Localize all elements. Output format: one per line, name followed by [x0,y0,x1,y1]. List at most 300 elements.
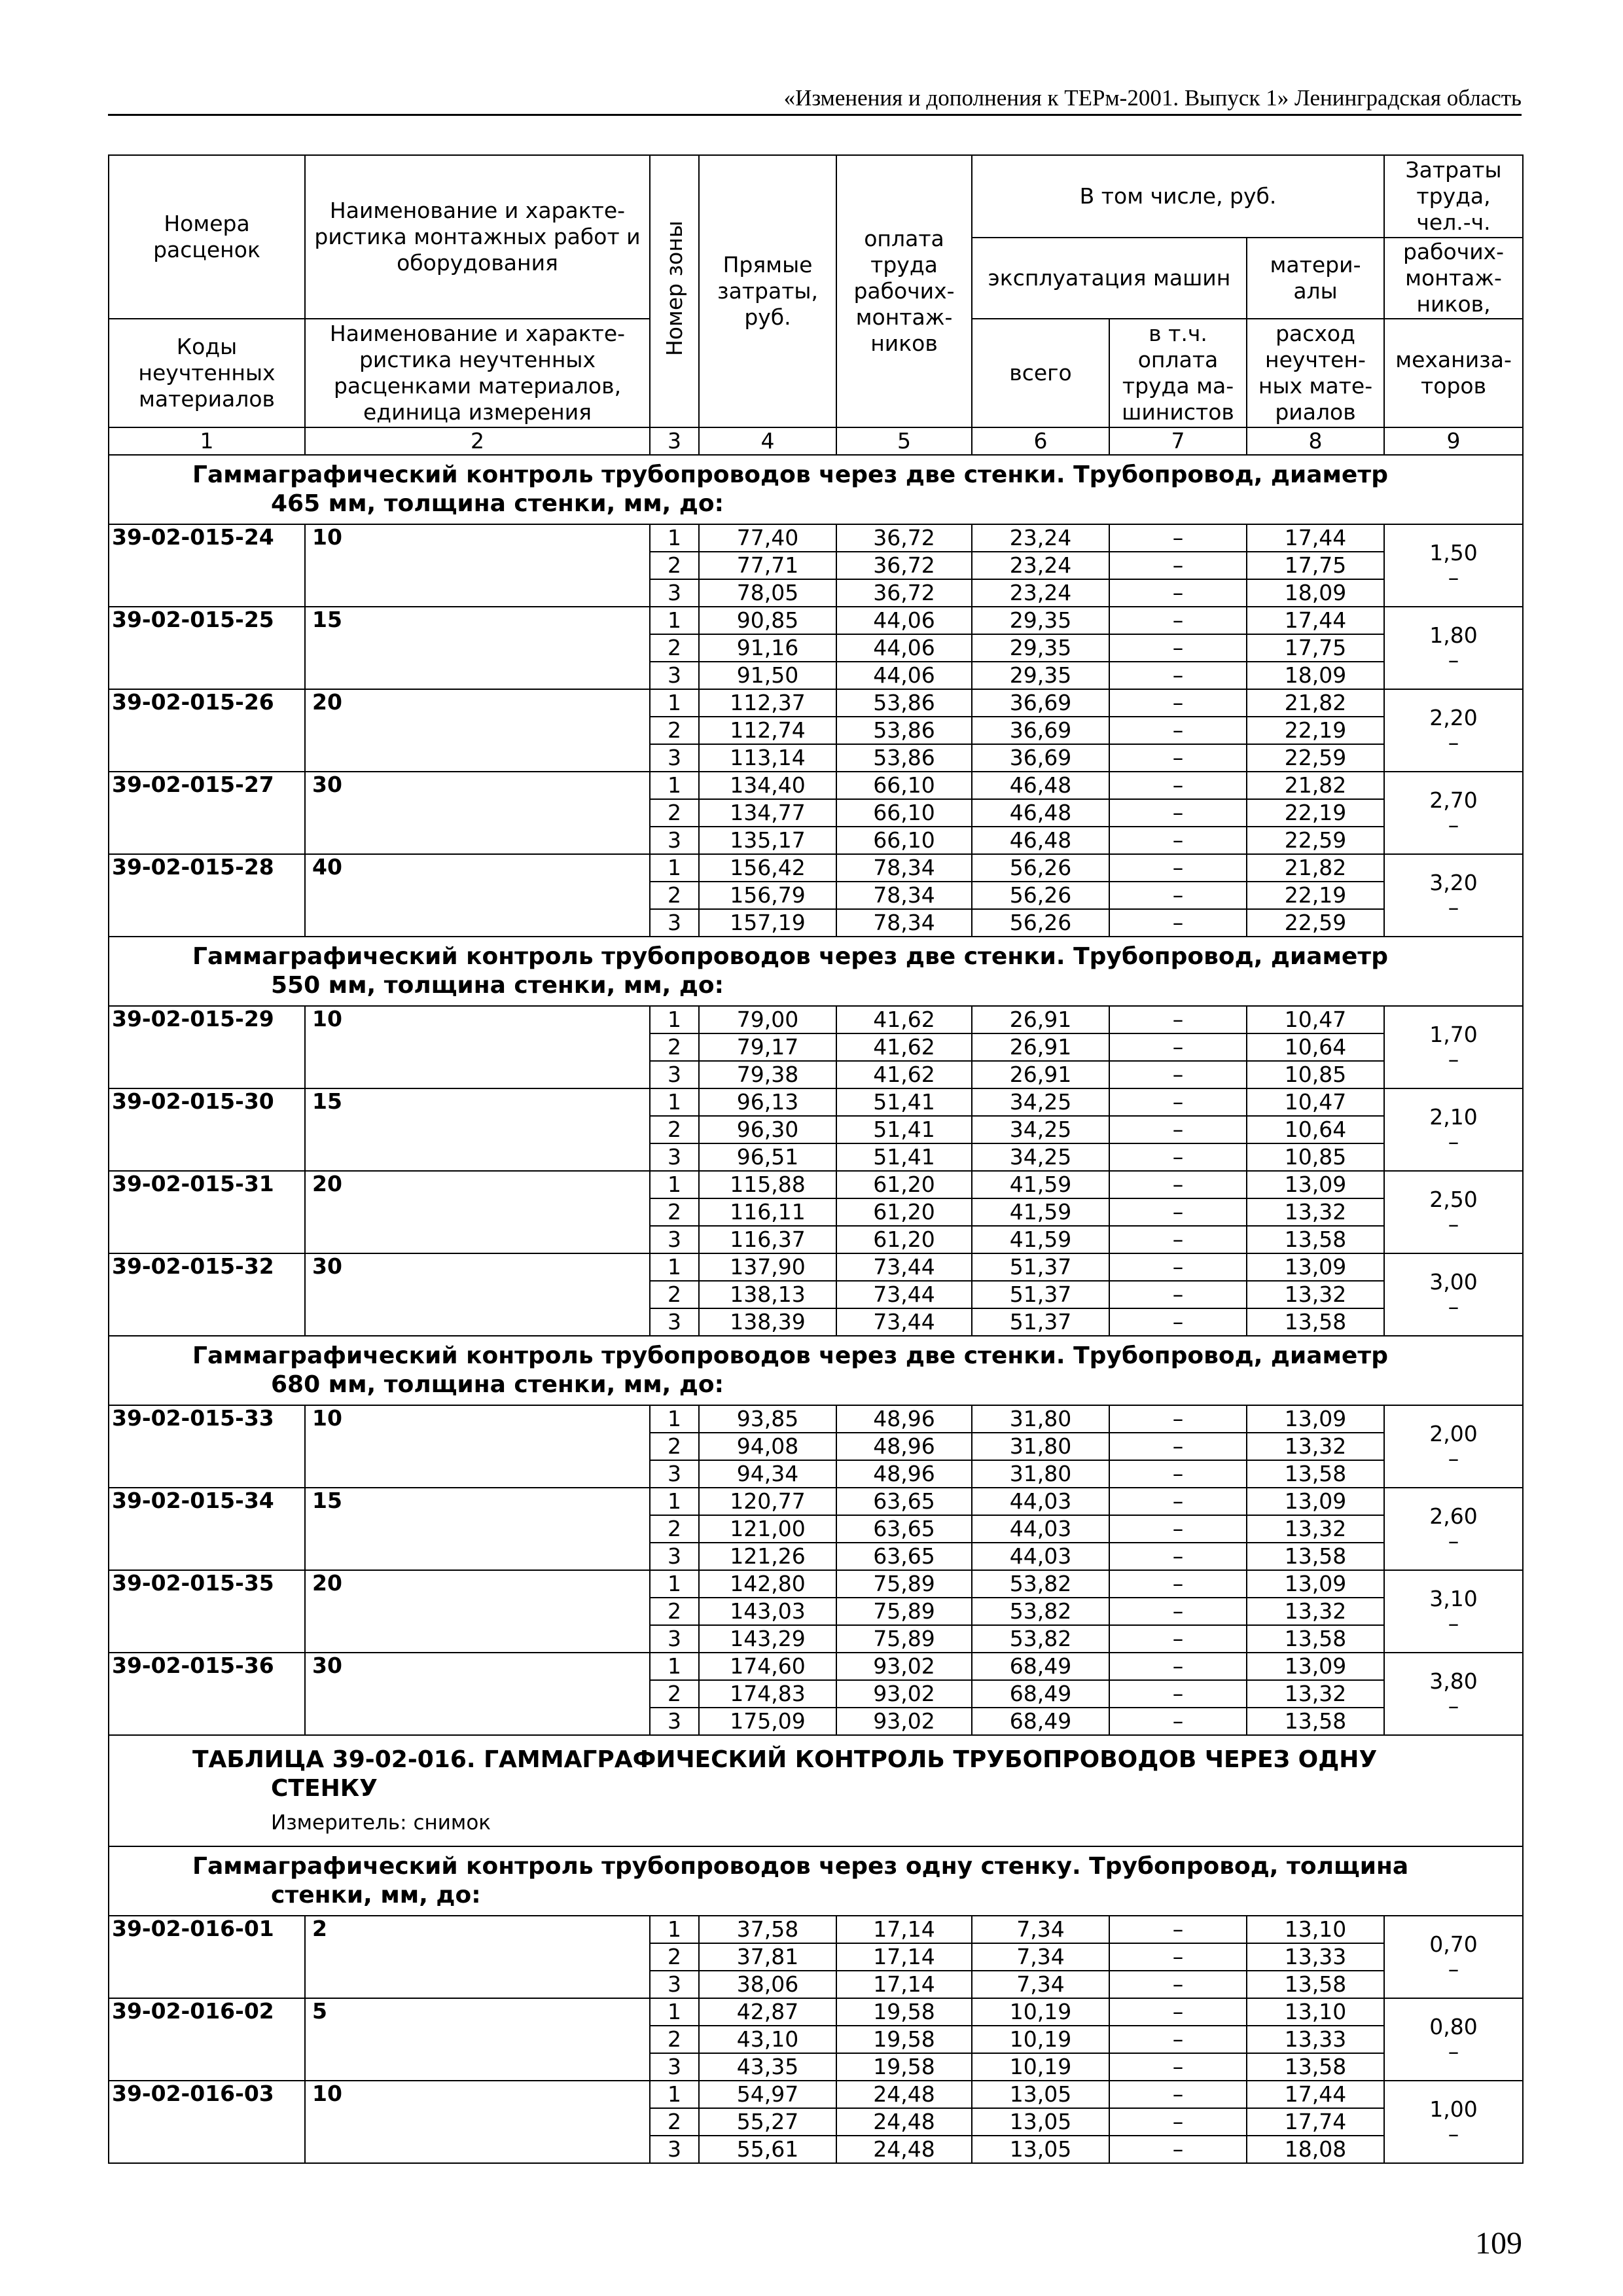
header-wages: оплата труда рабочих-монтаж-ников [836,155,972,427]
worker-wages: 78,34 [836,854,972,882]
worker-wages: 66,10 [836,827,972,854]
direct-costs: 94,08 [699,1433,836,1460]
rate-row [109,1570,1523,1598]
machinist-wages: – [1109,1088,1247,1116]
header-machines: эксплуатация машин [972,238,1247,319]
zone-number: 3 [650,1543,699,1570]
worker-wages: 48,96 [836,1405,972,1433]
direct-costs: 135,17 [699,827,836,854]
column-number: 1 [109,427,305,455]
direct-costs: 113,14 [699,744,836,772]
labor-costs [1384,1171,1523,1253]
rate-code: 39-02-015-33 [109,1405,305,1488]
worker-wages: 17,14 [836,1916,972,1943]
rate-code: 39-02-015-29 [109,1006,305,1088]
zone-number: 1 [650,1916,699,1943]
machinist-wages: – [1109,827,1247,854]
labor-machinists: – [1448,1528,1459,1554]
worker-wages: 19,58 [836,1998,972,2026]
rate-row [109,1171,1523,1198]
direct-costs: 37,58 [699,1916,836,1943]
worker-wages: 41,62 [836,1006,972,1033]
machine-operation-total: 51,37 [972,1281,1109,1308]
machine-operation-total: 34,25 [972,1143,1109,1171]
machinist-wages: – [1109,1916,1247,1943]
zone-number: 1 [650,689,699,717]
worker-wages: 51,41 [836,1088,972,1116]
direct-costs: 90,85 [699,607,836,634]
worker-wages: 61,20 [836,1226,972,1253]
rate-code: 39-02-016-03 [109,2081,305,2163]
rate-code: 39-02-016-01 [109,1916,305,1998]
zone-number: 1 [650,2081,699,2108]
wall-thickness: 20 [305,1171,650,1253]
machinist-wages: – [1109,2081,1247,2108]
worker-wages: 75,89 [836,1570,972,1598]
zone-number: 1 [650,1405,699,1433]
column-number: 9 [1384,427,1523,455]
machine-operation-total: 53,82 [972,1570,1109,1598]
header-including: В том числе, руб. [972,155,1384,238]
machine-operation-total: 10,19 [972,1998,1109,2026]
machinist-wages: – [1109,1281,1247,1308]
unaccounted-materials: 10,47 [1247,1006,1384,1033]
rate-code: 39-02-015-30 [109,1088,305,1171]
zone-number: 3 [650,1625,699,1653]
wall-thickness: 20 [305,689,650,772]
header-col2-bottom: Наименование и характе-ристика неучтенных расценками материалов, единица измерения [305,319,650,427]
rate-row [109,689,1523,717]
rate-code: 39-02-015-36 [109,1653,305,1735]
wall-thickness: 30 [305,772,650,854]
direct-costs: 55,27 [699,2108,836,2136]
unaccounted-materials: 18,09 [1247,579,1384,607]
rate-code: 39-02-015-24 [109,524,305,607]
worker-wages: 75,89 [836,1625,972,1653]
column-number: 4 [699,427,836,455]
direct-costs: 116,11 [699,1198,836,1226]
worker-wages: 63,65 [836,1543,972,1570]
zone-number: 2 [650,2108,699,2136]
machinist-wages: – [1109,1515,1247,1543]
machine-operation-total: 36,69 [972,689,1109,717]
machinist-wages: – [1109,1433,1247,1460]
labor-workers: 2,20 [1429,705,1478,730]
direct-costs: 134,40 [699,772,836,799]
direct-costs: 37,81 [699,1943,836,1971]
worker-wages: 44,06 [836,634,972,662]
machinist-wages: – [1109,689,1247,717]
unaccounted-materials: 13,58 [1247,1971,1384,1998]
machinist-wages: – [1109,1680,1247,1708]
machine-operation-total: 34,25 [972,1116,1109,1143]
zone-number: 2 [650,2026,699,2053]
direct-costs: 91,16 [699,634,836,662]
direct-costs: 115,88 [699,1171,836,1198]
rate-code: 39-02-015-28 [109,854,305,937]
machinist-wages: – [1109,2136,1247,2163]
worker-wages: 75,89 [836,1598,972,1625]
header-unaccounted-materials: расход неучтен-ных мате-риалов [1247,319,1384,427]
direct-costs: 121,26 [699,1543,836,1570]
unaccounted-materials: 13,09 [1247,1570,1384,1598]
direct-costs: 94,34 [699,1460,836,1488]
zone-number: 2 [650,1943,699,1971]
machine-operation-total: 29,35 [972,634,1109,662]
section-title-line: Гаммаграфический контроль трубопроводов через две стенки. Трубопровод, диаметр [192,461,1388,488]
unaccounted-materials: 13,58 [1247,1625,1384,1653]
zone-number: 2 [650,1598,699,1625]
rate-row [109,1653,1523,1680]
worker-wages: 19,58 [836,2026,972,2053]
zone-number: 3 [650,2136,699,2163]
unaccounted-materials: 18,09 [1247,662,1384,689]
column-number: 5 [836,427,972,455]
unaccounted-materials: 22,59 [1247,909,1384,937]
direct-costs: 79,00 [699,1006,836,1033]
column-number: 7 [1109,427,1247,455]
unaccounted-materials: 13,09 [1247,1405,1384,1433]
labor-machinists: – [1448,895,1459,920]
worker-wages: 93,02 [836,1708,972,1735]
rate-row [109,1916,1523,1943]
machine-operation-total: 56,26 [972,854,1109,882]
direct-costs: 156,79 [699,882,836,909]
unaccounted-materials: 13,09 [1247,1488,1384,1515]
labor-machinists: – [1448,2121,1459,2147]
section-title-line: Гаммаграфический контроль трубопроводов через одну стенку. Трубопровод, толщина [192,1853,1409,1880]
unaccounted-materials: 13,32 [1247,1281,1384,1308]
rates-table [108,154,1524,2164]
direct-costs: 120,77 [699,1488,836,1515]
machinist-wages: – [1109,772,1247,799]
unaccounted-materials: 10,64 [1247,1033,1384,1061]
labor-machinists: – [1448,1611,1459,1636]
header-zone: Номер зоны [650,155,699,427]
direct-costs: 43,35 [699,2053,836,2081]
machinist-wages: – [1109,607,1247,634]
unaccounted-materials: 13,32 [1247,1598,1384,1625]
rate-row [109,1405,1523,1433]
wall-thickness: 20 [305,1570,650,1653]
worker-wages: 24,48 [836,2136,972,2163]
section-title [109,1846,1523,1916]
zone-number: 3 [650,744,699,772]
labor-workers: 1,80 [1429,622,1478,648]
machinist-wages: – [1109,1226,1247,1253]
worker-wages: 78,34 [836,882,972,909]
labor-machinists: – [1448,1693,1459,1719]
labor-workers: 2,50 [1429,1187,1478,1212]
wall-thickness: 15 [305,607,650,689]
zone-number: 3 [650,909,699,937]
machinist-wages: – [1109,909,1247,937]
rate-row [109,1998,1523,2026]
unaccounted-materials: 17,44 [1247,524,1384,552]
direct-costs: 174,83 [699,1680,836,1708]
section-header-row [109,1336,1523,1405]
machine-operation-total: 46,48 [972,799,1109,827]
machine-operation-total: 10,19 [972,2026,1109,2053]
labor-costs [1384,607,1523,689]
direct-costs: 93,85 [699,1405,836,1433]
machinist-wages: – [1109,1460,1247,1488]
machinist-wages: – [1109,634,1247,662]
worker-wages: 73,44 [836,1253,972,1281]
zone-number: 2 [650,1433,699,1460]
direct-costs: 96,13 [699,1088,836,1116]
machine-operation-total: 29,35 [972,662,1109,689]
machinist-wages: – [1109,744,1247,772]
machine-operation-total: 31,80 [972,1405,1109,1433]
machine-operation-total: 41,59 [972,1226,1109,1253]
direct-costs: 96,30 [699,1116,836,1143]
machinist-wages: – [1109,2108,1247,2136]
worker-wages: 48,96 [836,1433,972,1460]
worker-wages: 44,06 [836,607,972,634]
labor-costs [1384,1998,1523,2081]
direct-costs: 157,19 [699,909,836,937]
direct-costs: 112,37 [699,689,836,717]
section-title [109,1336,1523,1405]
wall-thickness: 40 [305,854,650,937]
zone-number: 1 [650,1006,699,1033]
measurement-unit: Измеритель: снимок [271,1811,491,1835]
zone-number: 3 [650,662,699,689]
unaccounted-materials: 17,44 [1247,2081,1384,2108]
machinist-wages: – [1109,1708,1247,1735]
labor-costs [1384,854,1523,937]
machine-operation-total: 10,19 [972,2053,1109,2081]
machinist-wages: – [1109,799,1247,827]
machinist-wages: – [1109,579,1247,607]
machinist-wages: – [1109,1405,1247,1433]
labor-machinists: – [1448,1446,1459,1471]
section-header-row [109,455,1523,524]
rate-code: 39-02-015-35 [109,1570,305,1653]
direct-costs: 143,29 [699,1625,836,1653]
header-machines-total: всего [972,319,1109,427]
section-title-line: Гаммаграфический контроль трубопроводов через две стенки. Трубопровод, диаметр [192,1342,1388,1369]
worker-wages: 17,14 [836,1971,972,1998]
unaccounted-materials: 21,82 [1247,772,1384,799]
header-col2-top: Наименование и характе-ристика монтажных работ и оборудования [305,155,650,319]
worker-wages: 78,34 [836,909,972,937]
labor-machinists: – [1448,2039,1459,2064]
rate-row [109,1488,1523,1515]
header-labor-machinists: механиза-торов [1384,319,1523,427]
rate-code: 39-02-016-02 [109,1998,305,2081]
zone-number: 3 [650,1460,699,1488]
rate-row [109,1253,1523,1281]
labor-costs [1384,1006,1523,1088]
worker-wages: 19,58 [836,2053,972,2081]
machine-operation-total: 68,49 [972,1708,1109,1735]
column-number: 6 [972,427,1109,455]
rate-row [109,1088,1523,1116]
unaccounted-materials: 10,64 [1247,1116,1384,1143]
labor-workers: 0,80 [1429,2014,1478,2039]
header-row-1 [109,155,1523,238]
labor-costs [1384,1916,1523,1998]
machinist-wages: – [1109,1570,1247,1598]
machinist-wages: – [1109,2053,1247,2081]
worker-wages: 48,96 [836,1460,972,1488]
unaccounted-materials: 22,19 [1247,717,1384,744]
worker-wages: 73,44 [836,1308,972,1336]
unaccounted-materials: 13,32 [1247,1515,1384,1543]
labor-workers: 1,50 [1429,540,1478,565]
worker-wages: 66,10 [836,799,972,827]
zone-number: 2 [650,1680,699,1708]
labor-costs [1384,1088,1523,1171]
worker-wages: 24,48 [836,2081,972,2108]
wall-thickness: 10 [305,1405,650,1488]
direct-costs: 91,50 [699,662,836,689]
labor-machinists: – [1448,565,1459,590]
machinist-wages: – [1109,1116,1247,1143]
header-col1-bottom: Коды неучтенных материалов [109,319,305,427]
wall-thickness: 15 [305,1088,650,1171]
labor-machinists: – [1448,1129,1459,1155]
worker-wages: 61,20 [836,1198,972,1226]
unaccounted-materials: 18,08 [1247,2136,1384,2163]
zone-number: 2 [650,1198,699,1226]
machine-operation-total: 26,91 [972,1033,1109,1061]
machine-operation-total: 56,26 [972,909,1109,937]
zone-number: 2 [650,882,699,909]
wall-thickness: 30 [305,1253,650,1336]
unaccounted-materials: 13,58 [1247,1460,1384,1488]
worker-wages: 51,41 [836,1143,972,1171]
labor-workers: 2,60 [1429,1503,1478,1529]
zone-number: 3 [650,1226,699,1253]
direct-costs: 175,09 [699,1708,836,1735]
machine-operation-total: 13,05 [972,2081,1109,2108]
labor-costs [1384,689,1523,772]
wall-thickness: 2 [305,1916,650,1998]
labor-workers: 2,70 [1429,787,1478,813]
header-machinists-wages: в т.ч. оплата труда ма-шинистов [1109,319,1247,427]
zone-number: 3 [650,1308,699,1336]
section-title-line: ТАБЛИЦА 39-02-016. ГАММАГРАФИЧЕСКИЙ КОНТРОЛЬ ТРУБОПРОВОДОВ ЧЕРЕЗ ОДНУ [192,1746,1378,1773]
direct-costs: 96,51 [699,1143,836,1171]
zone-number: 1 [650,1088,699,1116]
unaccounted-materials: 13,33 [1247,2026,1384,2053]
labor-workers: 1,70 [1429,1022,1478,1047]
labor-machinists: – [1448,1047,1459,1072]
worker-wages: 63,65 [836,1515,972,1543]
machine-operation-total: 51,37 [972,1308,1109,1336]
worker-wages: 73,44 [836,1281,972,1308]
section-title [109,455,1523,524]
unaccounted-materials: 22,59 [1247,827,1384,854]
direct-costs: 112,74 [699,717,836,744]
machine-operation-total: 7,34 [972,1943,1109,1971]
direct-costs: 42,87 [699,1998,836,2026]
direct-costs: 78,05 [699,579,836,607]
wall-thickness: 10 [305,524,650,607]
zone-number: 1 [650,1171,699,1198]
zone-number: 1 [650,1570,699,1598]
page-number: 109 [1475,2226,1522,2261]
section-title-line: 465 мм, толщина стенки, мм, до: [271,490,724,517]
labor-costs [1384,772,1523,854]
worker-wages: 66,10 [836,772,972,799]
labor-costs [1384,1570,1523,1653]
rate-code: 39-02-015-31 [109,1171,305,1253]
rate-code: 39-02-015-25 [109,607,305,689]
unaccounted-materials: 13,32 [1247,1433,1384,1460]
direct-costs: 137,90 [699,1253,836,1281]
machinist-wages: – [1109,1998,1247,2026]
unaccounted-materials: 17,75 [1247,634,1384,662]
zone-number: 3 [650,1971,699,1998]
machine-operation-total: 31,80 [972,1433,1109,1460]
direct-costs: 43,10 [699,2026,836,2053]
worker-wages: 24,48 [836,2108,972,2136]
machinist-wages: – [1109,1061,1247,1088]
header-rule [108,114,1522,116]
unaccounted-materials: 10,85 [1247,1143,1384,1171]
labor-costs [1384,2081,1523,2163]
worker-wages: 53,86 [836,689,972,717]
labor-workers: 2,10 [1429,1104,1478,1130]
machinist-wages: – [1109,1033,1247,1061]
unaccounted-materials: 13,58 [1247,1708,1384,1735]
machine-operation-total: 29,35 [972,607,1109,634]
zone-number: 1 [650,524,699,552]
zone-number: 3 [650,1143,699,1171]
rates-body [109,155,1523,2163]
direct-costs: 121,00 [699,1515,836,1543]
machinist-wages: – [1109,1253,1247,1281]
wall-thickness: 15 [305,1488,650,1570]
machine-operation-total: 68,49 [972,1680,1109,1708]
unaccounted-materials: 10,85 [1247,1061,1384,1088]
zone-number: 1 [650,607,699,634]
machine-operation-total: 31,80 [972,1460,1109,1488]
machine-operation-total: 7,34 [972,1971,1109,1998]
rate-code: 39-02-015-27 [109,772,305,854]
worker-wages: 61,20 [836,1171,972,1198]
worker-wages: 93,02 [836,1653,972,1680]
labor-machinists: – [1448,647,1459,673]
labor-workers: 3,80 [1429,1668,1478,1694]
direct-costs: 79,17 [699,1033,836,1061]
labor-workers: 1,00 [1429,2096,1478,2122]
unaccounted-materials: 13,32 [1247,1680,1384,1708]
machine-operation-total: 44,03 [972,1515,1109,1543]
rate-code: 39-02-015-34 [109,1488,305,1570]
unaccounted-materials: 13,09 [1247,1253,1384,1281]
unaccounted-materials: 13,10 [1247,1998,1384,2026]
running-head: «Изменения и дополнения к ТЕРм-2001. Выпуск 1» Ленинградская область [783,85,1522,111]
section-header-row [109,1846,1523,1916]
direct-costs: 142,80 [699,1570,836,1598]
section-title [109,937,1523,1006]
machine-operation-total: 46,48 [972,827,1109,854]
direct-costs: 54,97 [699,2081,836,2108]
section-title-line: 550 мм, толщина стенки, мм, до: [271,972,724,999]
direct-costs: 138,13 [699,1281,836,1308]
zone-number: 3 [650,579,699,607]
unaccounted-materials: 13,58 [1247,2053,1384,2081]
worker-wages: 41,62 [836,1033,972,1061]
unaccounted-materials: 17,75 [1247,552,1384,579]
column-number: 3 [650,427,699,455]
labor-workers: 3,20 [1429,870,1478,895]
